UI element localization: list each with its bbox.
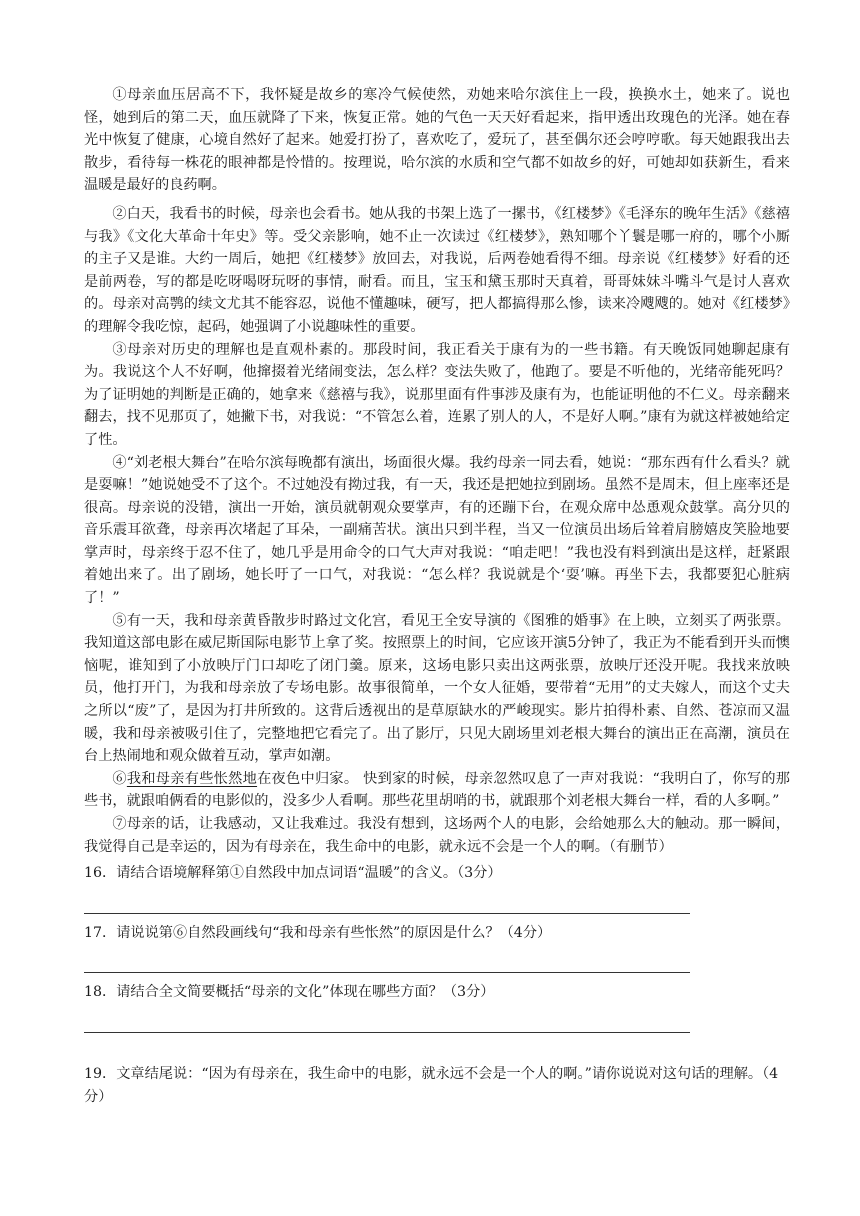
paragraph-4: ④“刘老根大舞台”在哈尔滨每晚都有演出，场面很火爆。我约母亲一同去看，她说：“那东西有什么看头？就是耍嘛！”她说她受不了这个。不过她没有拗过我，有一天，我还是把她拉到剧场。虽然不是周末，但上座率还是很高。母亲说的没错，演出一开始，演员就朝观众要掌声，有的还蹦下台，在观众席中怂恿观众鼓掌。高分贝的音乐震耳欲聋，母亲再次堵起了耳朵，一副痛苦状。演出只到半程，当又一位演员出场后耸着肩膀嬉皮笑脸地要掌声时，母亲终于忍不住了，她几乎是用命令的口气大声对我说：“咱走吧！”我也没有料到演出是这样，赶紧跟着她出来了。出了剧场，她长吁了一口气，对我说：“怎么样？我说就是个‘耍’嘛。再坐下去，我都要犯心脏病了！” <box>84 454 790 607</box>
paragraph-2: ②白天，我看书的时候，母亲也会看书。她从我的书架上选了一摞书，《红楼梦》《毛泽东的晚年生活》《慈禧与我》《文化大革命十年史》等。受父亲影响，她不止一次读过《红楼梦》，熟知哪个丫鬟是哪一府的，哪个小厮的主子又是谁。大约一周后，她把《红楼梦》放回去，对我说，后两卷她看得不细。母亲说《红楼梦》好看的还是前两卷，写的都是吃呀喝呀玩呀的事情，耐看。而且，宝玉和黛玉那时天真着，哥哥妹妹斗嘴斗气是讨人喜欢的。母亲对高鹗的续文尤其不能容忍，说他不懂趣味，硬写，把人都搞得那么惨，读来冷飕飕的。她对《红楼梦》的理解令我吃惊，起码，她强调了小说趣味性的重要。 <box>84 205 790 335</box>
paragraph-5: ⑤有一天，我和母亲黄昏散步时路过文化宫，看见王全安导演的《图雅的婚事》在上映，立刻买了两张票。我知道这部电影在威尼斯国际电影节上拿了奖。按照票上的时间，它应该开演5分钟了，我正为不能看到开头而懊恼呢，谁知到了小放映厅门口却吃了闭门羹。原来，这场电影只卖出这两张票，放映厅还没开呢。我找来放映员，他打开门，为我和母亲放了专场电影。故事很简单，一个女人征婚，要带着“无用”的丈夫嫁人，而这个丈夫之所以“废”了，是因为打井所致的。这背后透视出的是草原缺水的严峻现实。影片拍得朴素、自然、苍凉而又温暖，我和母亲被吸引住了，完整地把它看完了。出了影厅，只见大剧场里刘老根大舞台的演出正在高潮，演员在台上热闹地和观众做着互动，掌声如潮。 <box>84 612 790 765</box>
question-17: 17．请说说第⑥自然段画线句“我和母亲有些怅然”的原因是什么？（4分） <box>84 924 552 941</box>
paragraph-6-number: ⑥ <box>112 770 127 787</box>
question-18: 18．请结合全文简要概括“母亲的文化”体现在哪些方面？（3分） <box>84 984 495 1001</box>
question-19: 19．文章结尾说：“因为有母亲在，我生命中的电影，就永远不会是一个人的啊。”请你说说对这句话的理解。（4分） <box>84 1065 779 1105</box>
paragraph-3: ③母亲对历史的理解也是直观朴素的。那段时间，我正看关于康有为的一些书籍。有天晚饭同她聊起康有为。我说这个人不好啊，他撺掇着光绪闹变法，怎么样？变法失败了，他跑了。要是不听他的，光绪帝能死吗？为了证明她的判断是正确的，她拿来《慈禧与我》，说那里面有件事涉及康有为，也能证明他的不仁义。母亲翻来翻去，找不见那页了，她撇下书，对我说：“不管怎么着，连累了别人的人，不是好人啊。”康有为就这样被她给定了性。 <box>84 341 790 448</box>
paragraph-6-rest: 在夜色中归家。 快到家的时候，母亲忽然叹息了一声对我说：“我明白了，你写的那些书，就跟咱俩看的电影似的，没多少人看啊。那些花里胡哨的书，就跟那个刘老根大舞台一样，看的人多啊。” <box>84 770 790 810</box>
paragraph-7: ⑦母亲的话，让我感动，又让我难过。我没有想到，这场两个人的电影，会给她那么大的触动。那一瞬间，我觉得自己是幸运的，因为有母亲在，我生命中的电影，就永远不会是一个人的啊。（有删节） <box>84 816 790 855</box>
paragraph-6 <box>84 768 790 813</box>
underlined-sentence: 我和母亲有些怅然地 <box>126 770 258 787</box>
question-16: 16．请结合语境解释第①自然段中加点词语“温暖”的含义。（3分） <box>84 865 502 882</box>
paragraph-1: ①母亲血压居高不下，我怀疑是故乡的寒冷气候使然，劝她来哈尔滨住上一段，换换水土，她来了。说也怪，她到后的第二天，血压就降了下来，恢复正常。她的气色一天天好看起来，指甲透出玫瑰色的光泽。她在春光中恢复了健康，心境自然好了起来。她爱打扮了，喜欢吃了，爱玩了，甚至偶尔还会哼哼歌。每天她跟我出去散步，看待每一株花的眼神都是怜惜的。按理说，哈尔滨的水质和空气都不如故乡的好，可她却如获新生，看来温暖是最好的良药啊。 <box>84 87 790 194</box>
